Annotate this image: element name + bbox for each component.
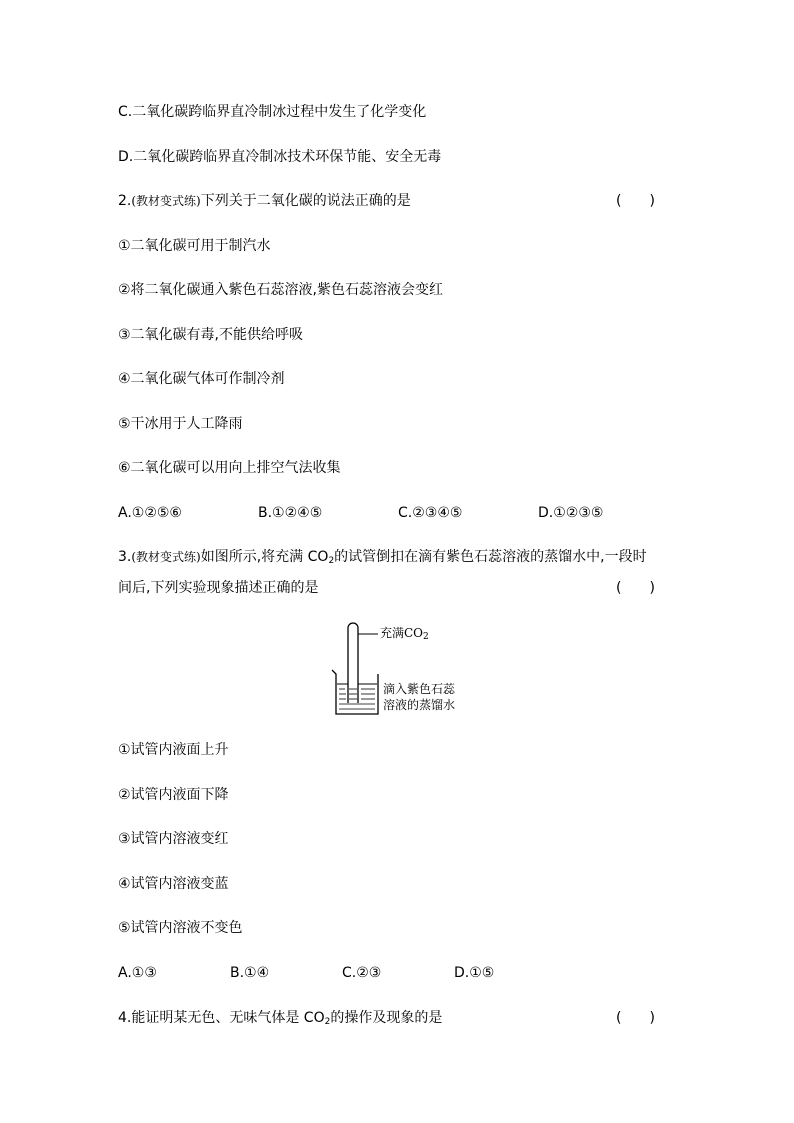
- figure-label-gas: [380, 626, 429, 645]
- option-c: C.二氧化碳跨临界直冷制冰过程中发生了化学变化: [118, 104, 427, 120]
- question-text: 如图所示,将充满 CO: [200, 549, 329, 565]
- statement-6: ⑥二氧化碳可以用向上排空气法收集: [118, 460, 341, 476]
- phenomenon-1: ①试管内液面上升: [118, 742, 229, 758]
- choice-d: D.①②③⑤: [538, 505, 604, 521]
- choice-a: A.①②⑤⑥: [118, 505, 182, 521]
- figure-label-solution-1: 滴入紫色石蕊: [383, 682, 456, 696]
- question-text: 下列关于二氧化碳的说法正确的是: [200, 193, 411, 209]
- choice-b: B.①④: [230, 965, 270, 981]
- test-tube-beaker-figure: [328, 618, 478, 718]
- question-number: 2.: [118, 193, 132, 209]
- subscript: 2: [423, 632, 429, 642]
- phenomenon-2: ②试管内液面下降: [118, 787, 229, 803]
- answer-blank: ( ): [616, 193, 655, 209]
- statement-2: ②将二氧化碳通入紫色石蕊溶液,紫色石蕊溶液会变红: [118, 282, 443, 298]
- choice-d: D.①⑤: [454, 965, 495, 981]
- question-tag: (教材变式练): [131, 550, 201, 564]
- question-4-stem: [118, 1009, 442, 1031]
- phenomenon-5: ⑤试管内溶液不变色: [118, 920, 243, 936]
- statement-3: ③二氧化碳有毒,不能供给呼吸: [118, 327, 304, 343]
- phenomenon-4: ④试管内溶液变蓝: [118, 876, 229, 892]
- question-tag: (教材变式练): [131, 194, 201, 208]
- option-d: D.二氧化碳跨临界直冷制冰技术环保节能、安全无毒: [118, 149, 442, 165]
- question-text: 的操作及现象的是: [330, 1010, 443, 1026]
- statement-4: ④二氧化碳气体可作制冷剂: [118, 371, 285, 387]
- phenomenon-3: ③试管内溶液变红: [118, 831, 229, 847]
- answer-blank: ( ): [616, 580, 655, 596]
- question-number: 3.: [118, 549, 132, 565]
- question-2-stem: [118, 192, 411, 210]
- figure-label-solution-2: 溶液的蒸馏水: [383, 698, 456, 712]
- choice-c: C.②③④⑤: [398, 505, 463, 521]
- answer-blank: ( ): [616, 1010, 655, 1026]
- label-text: 充满CO: [380, 626, 424, 640]
- question-3-stem-line2: 间后,下列实验现象描述正确的是: [118, 580, 319, 596]
- question-text: 的试管倒扣在滴有紫色石蕊溶液的蒸馏水中,一段时: [334, 549, 647, 565]
- choice-c: C.②③: [342, 965, 382, 981]
- subscript: 2: [328, 556, 335, 566]
- question-3-stem: [118, 548, 647, 570]
- statement-5: ⑤干冰用于人工降雨: [118, 416, 243, 432]
- subscript: 2: [324, 1017, 331, 1027]
- choice-b: B.①②④⑤: [258, 505, 323, 521]
- question-text: 4.能证明某无色、无味气体是 CO: [118, 1010, 325, 1026]
- choice-a: A.①③: [118, 965, 157, 981]
- statement-1: ①二氧化碳可用于制汽水: [118, 238, 271, 254]
